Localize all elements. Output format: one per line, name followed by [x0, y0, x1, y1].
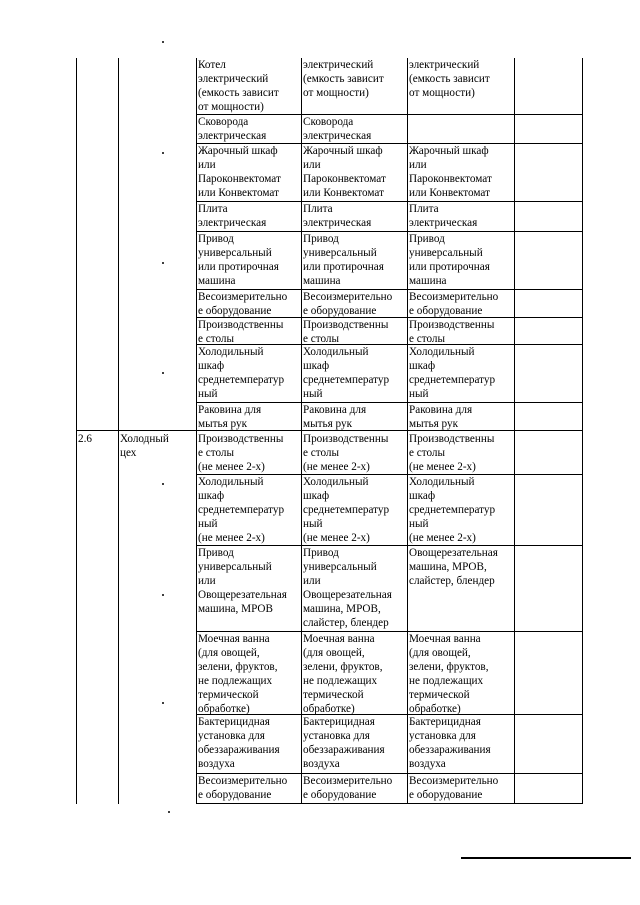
table-cell: Холодильный шкаф среднетемператур ный	[409, 346, 496, 400]
table-col-divider	[196, 58, 197, 804]
table-border-bottom	[196, 803, 582, 804]
table-cell: Холодильный шкаф среднетемператур ный	[198, 346, 285, 400]
table-cell: Привод универсальный или протирочная машина	[198, 233, 279, 287]
table-cell: Сковорода электрическая	[303, 116, 372, 142]
table-cell: Раковина для мытья рук	[198, 404, 262, 430]
section-name: Холодный цех	[120, 433, 169, 459]
table-cell: Привод универсальный или Овощерезательная машина, МРОВ	[198, 547, 287, 615]
table-cell: Весоизмерительно е оборудование	[303, 291, 393, 317]
table-border-left	[76, 58, 77, 804]
scan-speck	[162, 41, 164, 43]
table-cell: электрический (емкость зависит от мощности)	[303, 59, 384, 99]
scan-speck	[162, 702, 164, 704]
scan-speck	[162, 262, 164, 264]
table-cell: Котел электрический (емкость зависит от мощности)	[198, 59, 279, 113]
table-cell: Бактерицидная установка для обеззараживания воздуха	[409, 716, 491, 770]
table-cell: Привод универсальный или Овощерезательная машина, МРОВ, слайстер, блендер	[303, 547, 392, 629]
table-cell: Раковина для мытья рук	[409, 404, 473, 430]
table-cell: Производственны е столы	[409, 319, 495, 345]
table-cell: Плита электрическая	[198, 203, 267, 229]
scan-speck	[162, 152, 164, 154]
table-cell: Производственны е столы (не менее 2-х)	[409, 433, 495, 473]
table-cell: Холодильный шкаф среднетемператур ный	[303, 346, 390, 400]
table-cell: электрический (емкость зависит от мощности)	[409, 59, 490, 99]
table-cell: Сковорода электрическая	[198, 116, 267, 142]
scan-speck	[162, 372, 164, 374]
table-cell: Производственны е столы	[303, 319, 389, 345]
table-col-divider	[301, 58, 302, 804]
table-cell: Холодильный шкаф среднетемператур ный (не менее 2-х)	[198, 476, 285, 544]
table-cell: Весоизмерительно е оборудование	[409, 291, 499, 317]
table-cell: Бактерицидная установка для обеззараживания воздуха	[198, 716, 280, 770]
table-cell: Весоизмерительно е оборудование	[198, 291, 288, 317]
scan-speck	[162, 483, 164, 485]
table-cell: Жарочный шкаф или Пароконвектомат или Конвектомат	[409, 145, 492, 199]
table-cell: Моечная ванна (для овощей, зелени, фруктов, не подлежащих термической обработке)	[303, 633, 383, 715]
table-cell: Весоизмерительно е оборудование	[198, 775, 288, 801]
table-cell: Раковина для мытья рук	[303, 404, 367, 430]
table-cell: Моечная ванна (для овощей, зелени, фруктов, не подлежащих термической обработке)	[198, 633, 278, 715]
table-cell: Холодильный шкаф среднетемператур ный (не менее 2-х)	[409, 476, 496, 544]
scan-speck	[162, 594, 164, 596]
section-number: 2.6	[78, 433, 92, 445]
table-cell: Плита электрическая	[303, 203, 372, 229]
table-cell: Плита электрическая	[409, 203, 478, 229]
table-cell: Весоизмерительно е оборудование	[303, 775, 393, 801]
table-cell: Производственны е столы (не менее 2-х)	[303, 433, 389, 473]
table-cell: Жарочный шкаф или Пароконвектомат или Конвектомат	[198, 145, 281, 199]
table-cell: Привод универсальный или протирочная машина	[409, 233, 490, 287]
table-cell: Производственны е столы (не менее 2-х)	[198, 433, 284, 473]
table-cell: Жарочный шкаф или Пароконвектомат или Конвектомат	[303, 145, 386, 199]
table-cell: Моечная ванна (для овощей, зелени, фруктов, не подлежащих термической обработке)	[409, 633, 489, 715]
table-cell: Весоизмерительно е оборудование	[409, 775, 499, 801]
table-col-divider	[118, 58, 119, 804]
table-col-divider	[407, 58, 408, 804]
scan-speck	[168, 811, 170, 813]
table-cell: Привод универсальный или протирочная машина	[303, 233, 384, 287]
table-cell: Производственны е столы	[198, 319, 284, 345]
table-col-divider	[514, 58, 515, 804]
table-cell: Холодильный шкаф среднетемператур ный (не менее 2-х)	[303, 476, 390, 544]
table-cell: Овощерезательная машина, МРОВ, слайстер, блендер	[409, 547, 498, 587]
footer-rule	[461, 857, 631, 859]
table-cell: Бактерицидная установка для обеззараживания воздуха	[303, 716, 385, 770]
table-border-right	[582, 58, 583, 804]
